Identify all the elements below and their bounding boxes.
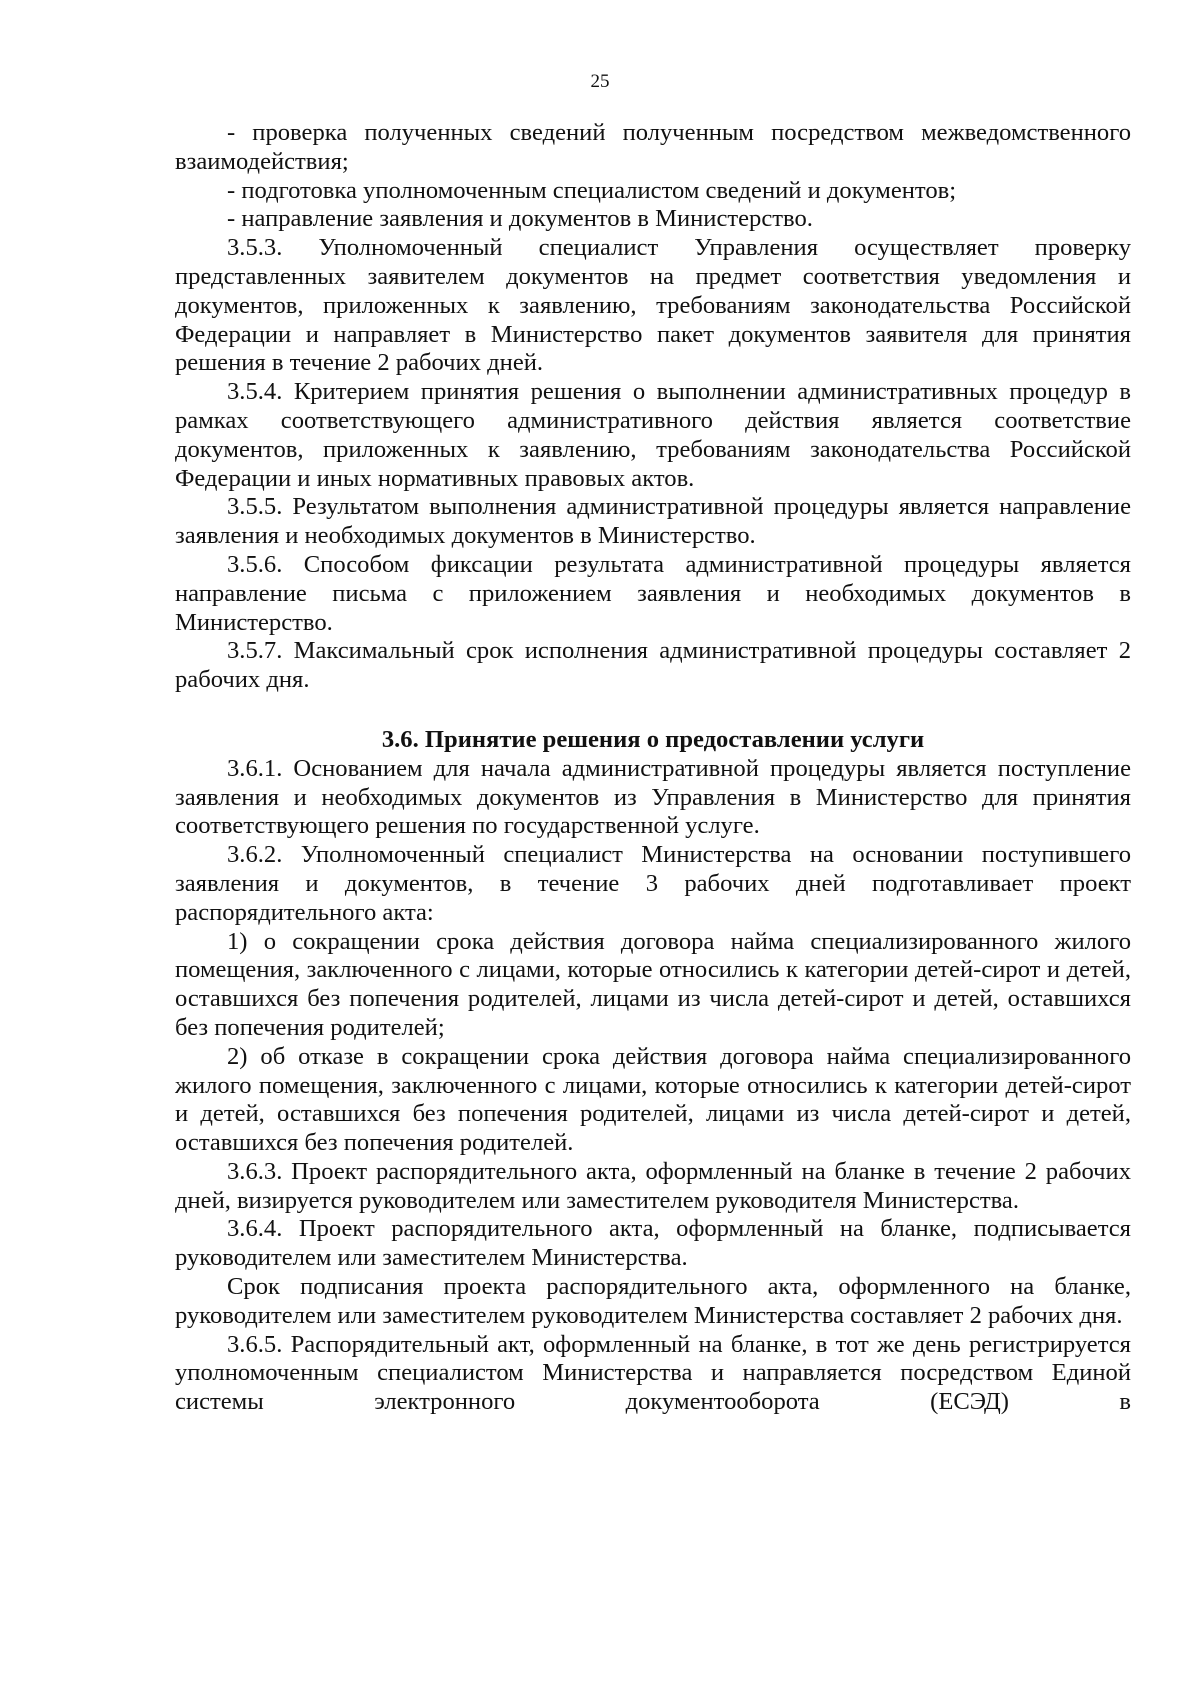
paragraph-3-5-6: 3.5.6. Способом фиксации результата административной процедуры является направление письма с приложением заявления и необходимых документов в Министерство. xyxy=(175,550,1131,636)
document-body xyxy=(175,119,1131,1417)
paragraph-3-5-7: 3.5.7. Максимальный срок исполнения административной процедуры составляет 2 рабочих дня. xyxy=(175,637,1131,694)
paragraph-3-6-4: 3.6.4. Проект распорядительного акта, оформленный на бланке, подписывается руководителем или заместителем Министерства. xyxy=(175,1215,1131,1272)
list-item-decision-1: 1) о сокращении срока действия договора найма специализированного жилого помещения, заключенного с лицами, которые относились к категории детей-сирот и детей, оставшихся без попечения родителей, лицами из числа детей-сирот и детей, оставшихся без попечения родителей; xyxy=(175,927,1131,1041)
section-heading: 3.6. Принятие решения о предоставлении услуги xyxy=(381,725,925,753)
list-item-preparation: - подготовка уполномоченным специалистом сведений и документов; xyxy=(227,176,957,204)
paragraph-signing-term: Срок подписания проекта распорядительного акта, оформленного на бланке, руководителем или заместителем руководителем Министерства составляет 2 рабочих дня. xyxy=(175,1273,1131,1329)
paragraph-3-6-5: 3.6.5. Распорядительный акт, оформленный на бланке, в тот же день регистрируется уполномоченным специалистом Министерства и направляется посредством Единой системы электронного документооборота (ЕСЭД) в xyxy=(175,1330,1131,1416)
list-item-sending: - направление заявления и документов в Министерство. xyxy=(227,205,813,233)
paragraph-3-6-2: 3.6.2. Уполномоченный специалист Министерства на основании поступившего заявления и документов, в течение 3 рабочих дней подготавливает проект распорядительного акта: xyxy=(175,841,1131,926)
paragraph-3-5-5: 3.5.5. Результатом выполнения административной процедуры является направление заявления и необходимых документов в Министерство. xyxy=(175,493,1131,550)
paragraph-3-5-3: 3.5.3. Уполномоченный специалист Управления осуществляет проверку представленных заявителем документов на предмет соответствия уведомления и документов, приложенных к заявлению, требованиям законодательства Российской Федерации и направляет в Министерство пакет документов заявителя для принятия решения в течение 2 рабочих дней. xyxy=(175,234,1131,377)
paragraph-3-6-3: 3.6.3. Проект распорядительного акта, оформленный на бланке в течение 2 рабочих дней, визируется руководителем или заместителем руководителя Министерства. xyxy=(175,1157,1131,1214)
list-item-verification: - проверка полученных сведений полученным посредством межведомственного взаимодействия; xyxy=(175,119,1131,175)
paragraph-3-5-4: 3.5.4. Критерием принятия решения о выполнении административных процедур в рамках соответствующего административного действия является соответствие документов, приложенных к заявлению, требованиям законодательства Российской Федерации и иных нормативных правовых актов. xyxy=(175,378,1131,492)
list-item-decision-2: 2) об отказе в сокращении срока действия договора найма специализированного жилого помещения, заключенного с лицами, которые относились к категории детей-сирот и детей, оставшихся без попечения родителей, лицами из числа детей-сирот и детей, оставшихся без попечения родителей. xyxy=(175,1042,1131,1157)
paragraph-3-6-1: 3.6.1. Основанием для начала административной процедуры является поступление заявления и необходимых документов из Управления в Министерство для принятия соответствующего решения по государственной услуге. xyxy=(175,754,1131,840)
page-number: 25 xyxy=(590,71,610,92)
